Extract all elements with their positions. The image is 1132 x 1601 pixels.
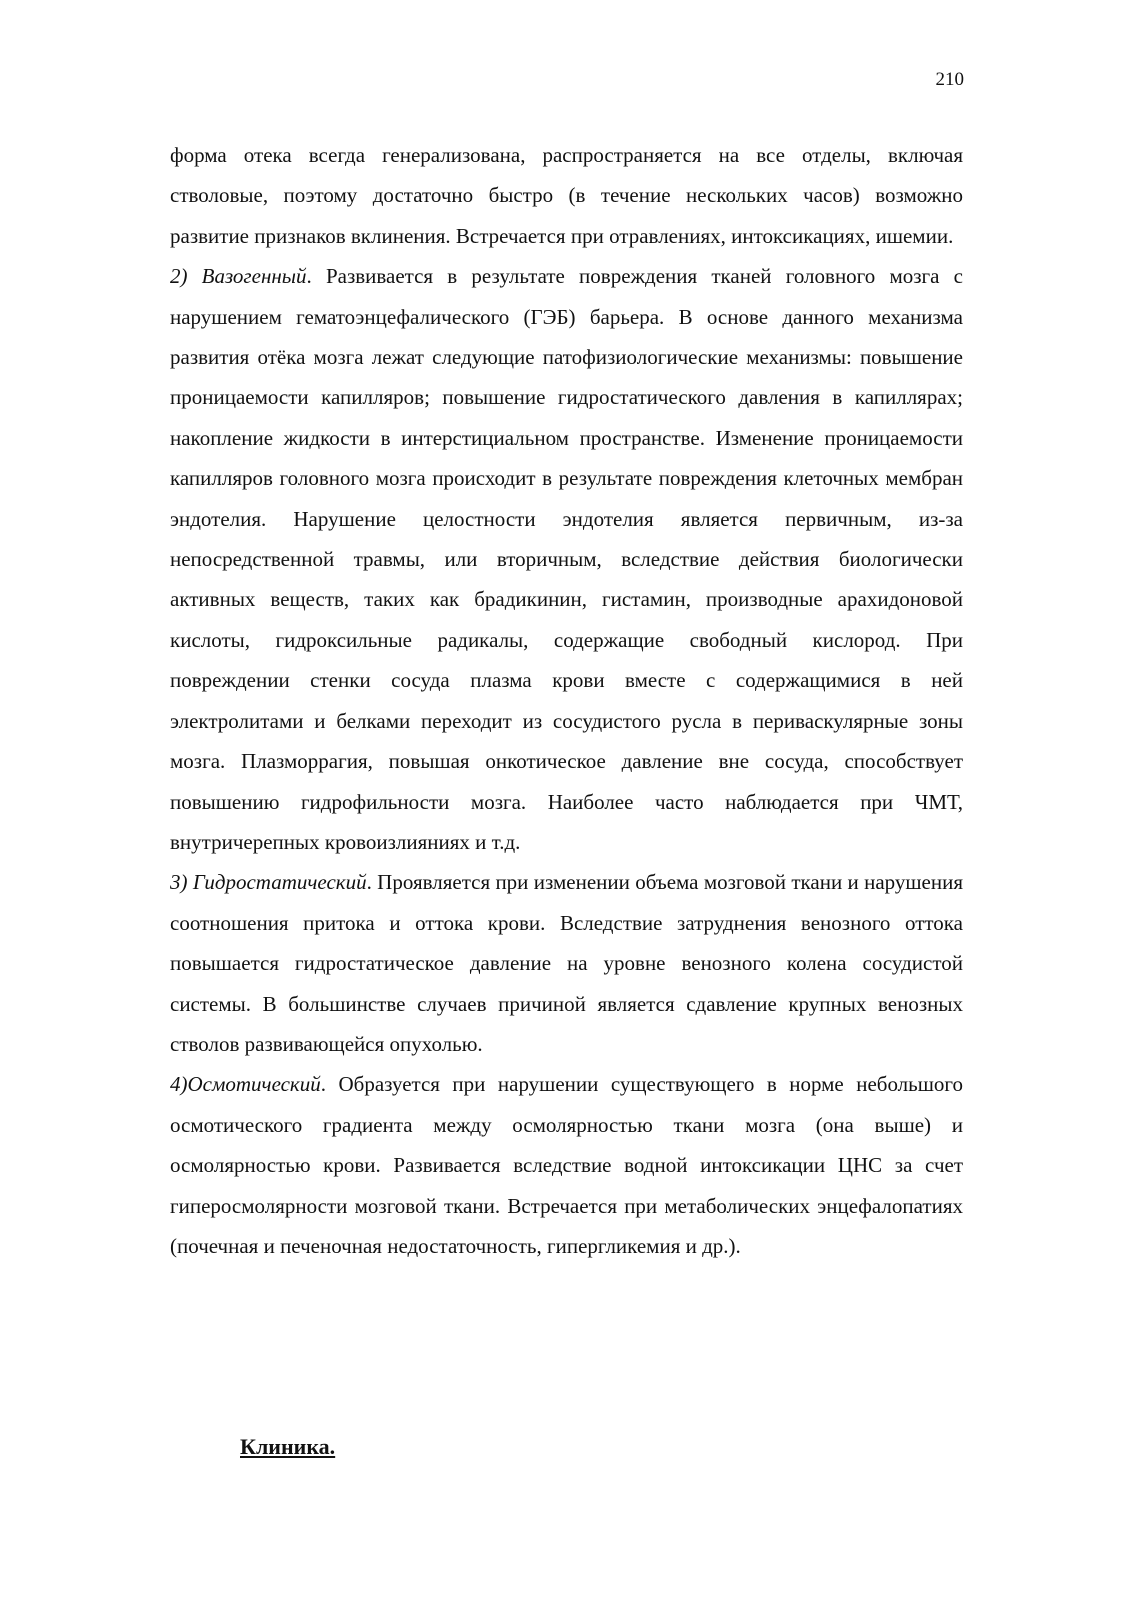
- term-osmotic: 4)Осмотический: [170, 1072, 321, 1097]
- paragraph-text: . Проявляется при изменении объема мозговой ткани и нарушения соотношения притока и оттока крови. Вследствие затруднения венозного оттока повышается гидростатическое давление на уровне венозного колена сосудистой системы. В большинстве случаев причиной является сдавление крупных венозных стволов развивающейся опухолью.: [170, 870, 963, 1056]
- paragraph-continuation: [170, 135, 963, 256]
- paragraph-text: . Образуется при нарушении существующего в норме небольшого осмотического градиента между осмолярностью ткани мозга (она выше) и осмолярностью крови. Развивается вследствие водной интоксикации ЦНС за счет гиперосмолярности мозговой ткани. Встречается при метаболических энцефалопатиях (почечная и печеночная недостаточность, гипергликемия и др.).: [170, 1072, 963, 1258]
- term-vasogenic: 2) Вазогенный: [170, 264, 307, 289]
- paragraph-hydrostatic: [170, 862, 963, 1064]
- section-heading: Клиника.: [240, 1434, 336, 1459]
- paragraph-osmotic: [170, 1064, 963, 1266]
- term-hydrostatic: 3) Гидростатический: [170, 870, 367, 895]
- paragraph-text: . Развивается в результате повреждения тканей головного мозга с нарушением гематоэнцефалического (ГЭБ) барьера. В основе данного механизма развития отёка мозга лежат следующие патофизиологические механизмы: повышение проницаемости капилляров; повышение гидростатического давления в капиллярах; накопление жидкости в интерстициальном пространстве. Изменение проницаемости капилляров головного мозга происходит в результате повреждения клеточных мембран эндотелия. Нарушение целостности эндотелия является первичным, из-за непосредственной травмы, или вторичным, вследствие действия биологически активных веществ, таких как брадикинин, гистамин, производные арахидоновой кислоты, гидроксильные радикалы, содержащие свободный кислород. При повреждении стенки сосуда плазма крови вместе с содержащимися в ней электролитами и белками переходит из сосудистого русла в периваскулярные зоны мозга. Плазморрагия, повышая онкотическое давление вне сосуда, способствует повышению гидрофильности мозга. Наиболее часто наблюдается при ЧМТ, внутричерепных кровоизлияниях и т.д.: [170, 264, 963, 854]
- body-text: [170, 135, 963, 1266]
- paragraph-vasogenic: [170, 256, 963, 862]
- paragraph-text: форма отека всегда генерализована, распространяется на все отделы, включая стволовые, поэтому достаточно быстро (в течение нескольких часов) возможно развитие признаков вклинения. Встречается при отравлениях, интоксикациях, ишемии.: [170, 143, 963, 248]
- page-number: 210: [935, 69, 964, 90]
